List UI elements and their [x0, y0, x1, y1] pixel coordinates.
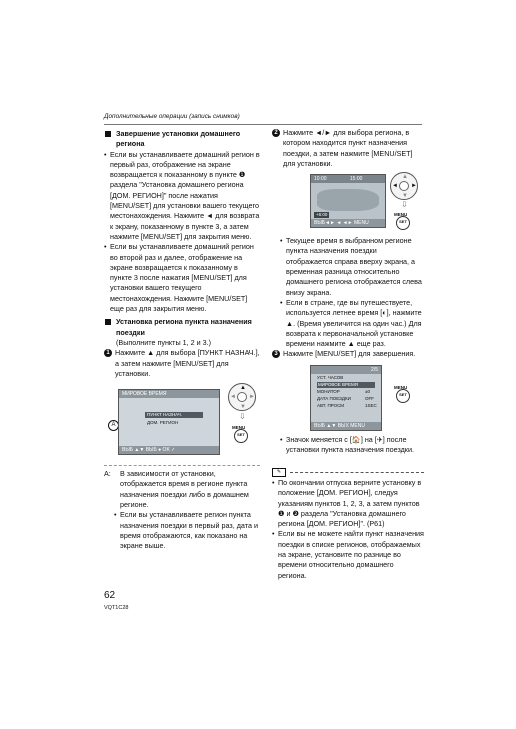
menu-row-auto-review: АВТ. ПРОСМ	[317, 402, 345, 408]
memo-bullet-return: • По окончании отпуска верните установку в положение [ДОМ. РЕГИОН], следуя указаниям пунктов 1, 2, 3, а затем пунктов ❶ и ❷ раздела "Установка домашнего региона [ДОМ. РЕГИОН]". (P61)	[272, 478, 424, 529]
memo-section	[272, 466, 424, 581]
screen-title-bar: МИРОВОЕ ВРЕМЯ	[119, 390, 219, 398]
step-2: 2 Нажмите ◄/► для выбора региона, в котором находится пункт назначения поездки, а затем нажмите [MENU/SET] для установки.	[272, 128, 424, 169]
menu-set-button-icon: SET	[234, 429, 248, 443]
document-code: VQT1C28	[104, 605, 129, 611]
step-number-badge: 2	[272, 129, 280, 137]
menu-value-monitor: ±0	[365, 388, 370, 394]
memo-icon: ✎	[272, 468, 286, 477]
bullet-second-time: • Если вы устанавливаете домашний регион во второй раз и далее, отображение на экране возвращается к показанному в пункте 3 после нажатия [MENU/SET] для установки вашего текущего местонахождения. Нажмите [MENU/SET] еще раз для закрытия меню.	[104, 242, 260, 314]
menu-row-home: ДОМ. РЕГИОН	[147, 420, 179, 426]
left-column	[104, 128, 260, 552]
section-subtitle: (Выполните пункты 1, 2 и 3.)	[116, 337, 211, 347]
left-arrow-icon: ◄	[230, 394, 236, 401]
down-arrow-icon: ▼	[402, 193, 408, 200]
menu-row-destination: ПУНКТ НАЗНАЧ.	[145, 412, 203, 418]
memo-divider	[290, 472, 424, 473]
world-map	[317, 189, 379, 211]
camera-screen-1	[118, 389, 220, 455]
section-title-home-region-complete: Завершение установки домашнего региона	[104, 129, 260, 150]
memo-bullet-not-found: • Если вы не можете найти пункт назначения поездки в списке регионов, отображаемых на экране, установите по разнице во времени относительно домашнего региона.	[272, 529, 424, 580]
screen-bottom-bar: ВЫБ◄► ◄ ◄► MENU	[311, 219, 385, 227]
step-number-badge: 1	[104, 349, 112, 357]
left-arrow-icon: ◄	[392, 183, 398, 190]
down-arrow-icon: ⇩	[239, 412, 246, 422]
square-bullet-icon	[105, 319, 111, 325]
down-arrow-icon: ▼	[240, 404, 246, 411]
bullet-icon-change: • Значок меняется с [🏠] на [✈] после установки пункта назначения поездки.	[280, 435, 424, 456]
menu-row-world-time: МИРОВОЕ ВРЕМЯ	[317, 382, 375, 388]
menu-set-button-icon: SET	[396, 216, 410, 230]
up-arrow-icon: ▲	[402, 174, 408, 181]
running-header: Дополнительные операции (запись снимков)	[104, 113, 240, 120]
camera-screen-3	[310, 365, 382, 431]
screen-bottom-bar: ВЫБ ▲▼ ВЫХ MENU	[311, 422, 381, 430]
cursor-dial-icon	[228, 383, 256, 411]
note-a-label: A:	[104, 469, 111, 479]
callout-a-label: A	[108, 420, 119, 431]
right-column	[272, 128, 424, 455]
bullet-first-destination: • Если вы устанавливаете регион пункта назначения поездки в первый раз, дата и время отображаются, как показано на экране выше.	[114, 510, 260, 551]
dest-time: 15:00	[349, 176, 363, 183]
camera-screen-2	[310, 174, 386, 228]
header-divider	[104, 124, 422, 125]
home-time: 10:00	[314, 176, 327, 183]
step-number-badge: 3	[272, 350, 280, 358]
square-bullet-icon	[105, 131, 111, 137]
bullet-current-time: • Текущее время в выбранном регионе пункта назначения поездки отображается справа вверху экрана, а временная разница относительно домашнего региона отображается слева внизу экрана.	[280, 236, 424, 298]
screen-time-bar	[311, 175, 385, 183]
time-difference: +6:00	[316, 212, 328, 218]
menu-label: MENU	[394, 384, 408, 390]
section-title-destination: Установка региона пункта назначения поездки	[104, 317, 260, 338]
screen-page-bar: 2/5	[311, 366, 381, 374]
memo-header	[272, 466, 424, 478]
page-number: 62	[104, 590, 116, 601]
menu-row-clock: УСТ. ЧАСОВ	[317, 374, 344, 380]
figure-setup-menu	[272, 363, 424, 433]
menu-set-button-icon: SET	[396, 389, 410, 403]
up-arrow-icon: ▲	[240, 385, 246, 392]
step-3: 3 Нажмите [MENU/SET] для завершения.	[272, 349, 424, 359]
right-arrow-icon: ►	[411, 183, 417, 190]
bullet-first-time: • Если вы устанавливаете домашний регион в первый раз, отображение на экране возвращается к показанному в пункте ❶ раздела "Установка домашнего региона [ДОМ. РЕГИОН]" после нажатия [MENU/SET] для установки вашего текущего местонахождения. Нажмите ◄ для возврата к экрану, показанному в пункте 3, а затем нажмите [MENU/SET] для закрытия меню.	[104, 150, 260, 243]
note-block	[104, 465, 260, 551]
note-a: A: В зависимости от установки, отображается время в регионе пункта назначения поездки либо в домашнем регионе.	[104, 469, 249, 510]
figure-world-time-menu	[104, 381, 260, 459]
right-arrow-icon: ►	[249, 394, 255, 401]
menu-value-auto-review: 1SEC	[365, 402, 377, 408]
dial-center	[399, 181, 409, 191]
menu-row-monitor: МОНИТОР	[317, 388, 340, 394]
down-arrow-icon: ⇩	[401, 200, 408, 210]
cursor-dial-icon	[390, 172, 418, 200]
menu-value-travel-date: OFF	[365, 395, 374, 401]
menu-label: MENU	[394, 212, 408, 218]
bullet-summer-time: • Если в стране, где вы путешествуете, используется летнее время [◐], нажмите ▲. (Время увеличится на один час.) Для возврата к первоначальной установке времени нажмите ▲ еще раз.	[280, 298, 424, 349]
menu-label: MENU	[232, 425, 246, 431]
step-1: 1 Нажмите ▲ для выбора [ПУНКТ НАЗНАЧ.], а затем нажмите [MENU/SET] для установки.	[104, 348, 260, 379]
figure-world-map	[272, 172, 424, 232]
menu-row-travel-date: ДАТА ПОЕЗДКИ	[317, 395, 351, 401]
screen-bottom-bar: ВЫБ ▲▼ ВЫБ ● OK ✓	[119, 446, 219, 454]
dial-center	[237, 392, 247, 402]
